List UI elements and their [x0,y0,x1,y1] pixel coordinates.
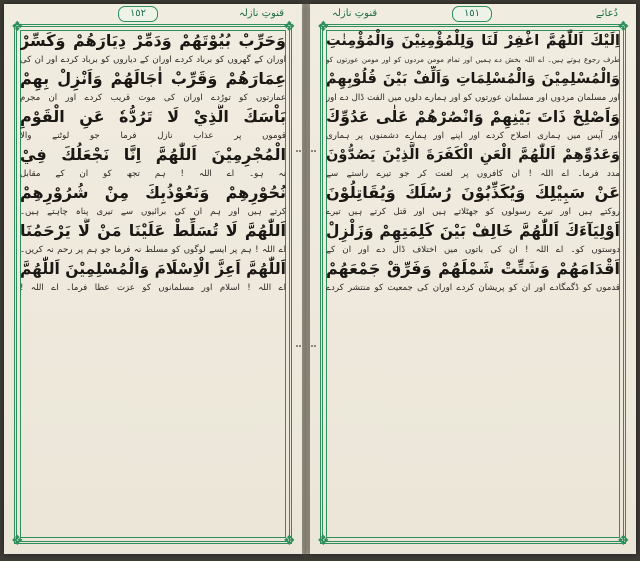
urdu-translation-line: کرتے ہیں اور ہم ان کی برائیوں سے تیری پناہ چاہتے ہیں۔ [20,207,286,217]
corner-ornament-icon: ❖ [283,533,296,549]
left-page-header [18,6,288,24]
right-page-header [324,6,622,24]
left-header-title: قنوتِ نازلہ [238,8,284,19]
corner-ornament-icon: ❖ [11,19,24,35]
urdu-translation-line: مدد فرما۔ اے اللہ ! ان کافروں پر لعنت کر جو تیرے راستے سے [326,169,620,179]
arabic-prayer-line: اَللّٰهُمَّ لَا تُسَلِّطْ عَلَيْنَا مَنْ لَّا يَرْحَمُنَا [20,221,286,240]
left-page-number: ١٥٢ [118,6,158,22]
arabic-prayer-line: وَالْمُسْلِمِيْنَ وَالْمُسْلِمَاتِ وَاَلِّفْ بَيْنَ قُلُوْبِهِمْ [326,71,620,87]
arabic-prayer-line: اَوْلِيَآءَكَ اَللّٰهُمَّ خَالِفْ بَيْنَ كَلِمَتِهِمْ وَزَلْزِلْ [326,222,620,240]
right-header-corner-label: دُعائے [595,8,618,19]
arabic-prayer-line: اَللّٰهُمَّ اَعِزَّ الْاِسْلَامَ وَالْمُسْلِمِيْنَ اَللّٰهُمَّ [20,260,286,278]
urdu-translation-line: اے اللہ ! اسلام اور مسلمانوں کو عزت عطا فرما۔ اے اللہ ! [20,283,286,293]
arabic-prayer-line: اِلَيْكَ اَللّٰهُمَّ اغْفِرْ لَنَا وَلِلْمُؤْمِنِيْنَ وَالْمُؤْمِنٰتِ [326,33,620,49]
arabic-prayer-line: وَعَدُوِّهِمْ اَللّٰهُمَّ الْعَنِ الْكَفَرَةَ الَّذِيْنَ يَصُدُّوْنَ [326,147,620,163]
urdu-translation-line: اور مسلمان مردوں اور مسلمان عورتوں کو اور ہمارے دلوں میں الفت ڈال دے اور [326,93,620,103]
arabic-prayer-line: اَقْدَامَهُمْ وَشَتِّتْ شَمْلَهُمْ وَفَرِّقْ جَمْعَهُمْ [326,259,620,278]
left-text-block [20,28,286,540]
urdu-translation-line: روکتے ہیں اور تیرے رسولوں کو جھٹلاتے ہیں اور قتل کرتے ہیں تیرے [326,207,620,217]
arabic-prayer-line: بَاْسَكَ الَّذِيْ لَا تَرُدُّهٗ عَنِ الْقَوْمِ [20,107,286,126]
arabic-prayer-line: وَاَصْلِحْ ذَاتَ بَيْنِهِمْ وَانْصُرْهُمْ عَلٰى عَدُوِّكَ [326,108,620,126]
arabic-prayer-line: وَحَرِّبْ بُيُوْتَهُمْ وَدَمِّرْ دِيَارَهُمْ وَكَسِّرْ [20,31,286,50]
arabic-prayer-line: عِمَارَهُمْ وَقَرِّبْ اٰجَالَهُمْ وَاَنْزِلْ بِهِمْ [20,69,286,88]
corner-ornament-icon: ❖ [317,533,330,549]
arabic-prayer-line: نُحُوْرِهِمْ وَنَعُوْذُبِكَ مِنْ شُرُوْرِهِمْ [20,183,286,202]
urdu-translation-line: اور آپس میں ہماری اصلاح کردے اور اپنے اور ہمارے دشمنوں پر ہماری [326,131,620,141]
binding-stitch [296,345,316,353]
urdu-translation-line: دوستوں کو۔ اے اللہ ! ان کی باتوں میں اختلاف ڈال دے اور ان کے [326,245,620,255]
arabic-prayer-line: عَنْ سَبِيْلِكَ وَيُكَذِّبُوْنَ رُسُلَكَ وَيُقَاتِلُوْنَ [326,183,620,202]
corner-ornament-icon: ❖ [283,19,296,35]
left-page [4,4,302,554]
urdu-translation-line: قدموں کو ڈگمگادے اور ان کو پریشان کردے اوران کی جمعیت کو منتشر کردے [326,283,620,293]
right-header-title: قنوتِ نازلہ [332,8,378,19]
right-page [310,4,636,554]
urdu-translation-line: نہ ہو۔ اے اللہ ! ہم تجھ کو ان کے مقابل [20,169,286,179]
right-page-number: ١٥١ [452,6,492,22]
right-text-block [326,28,620,540]
arabic-prayer-line: الْمُجْرِمِيْنَ اَللّٰهُمَّ اِنَّا نَجْعَلُكَ فِيْ [20,145,286,164]
urdu-translation-line: اے اللہ ! ہم پر ایسے لوگوں کو مسلط نہ فرما جو ہم پر رحم نہ کریں۔ [20,245,286,255]
binding-stitch [296,150,316,158]
urdu-translation-line: قوموں پر عذاب نازل فرما جو لوٹنے والا [20,131,286,141]
corner-ornament-icon: ❖ [617,533,630,549]
corner-ornament-icon: ❖ [11,533,24,549]
urdu-translation-line: اوران کے گھروں کو برباد کردے اوران کے دیاروں کو برباد کردے اور ان کی [20,55,286,65]
urdu-translation-line: طرف رجوع ہوتے ہیں۔ اے اللہ بخش دے ہمیں اور تمام مومن مردوں کو اور مومن عورتوں کو [326,55,620,64]
corner-ornament-icon: ❖ [617,19,630,35]
corner-ornament-icon: ❖ [317,19,330,35]
urdu-translation-line: عمارتوں کو توڑدے اوران کی موت قریب کردے اور ان مجرم [20,93,286,103]
